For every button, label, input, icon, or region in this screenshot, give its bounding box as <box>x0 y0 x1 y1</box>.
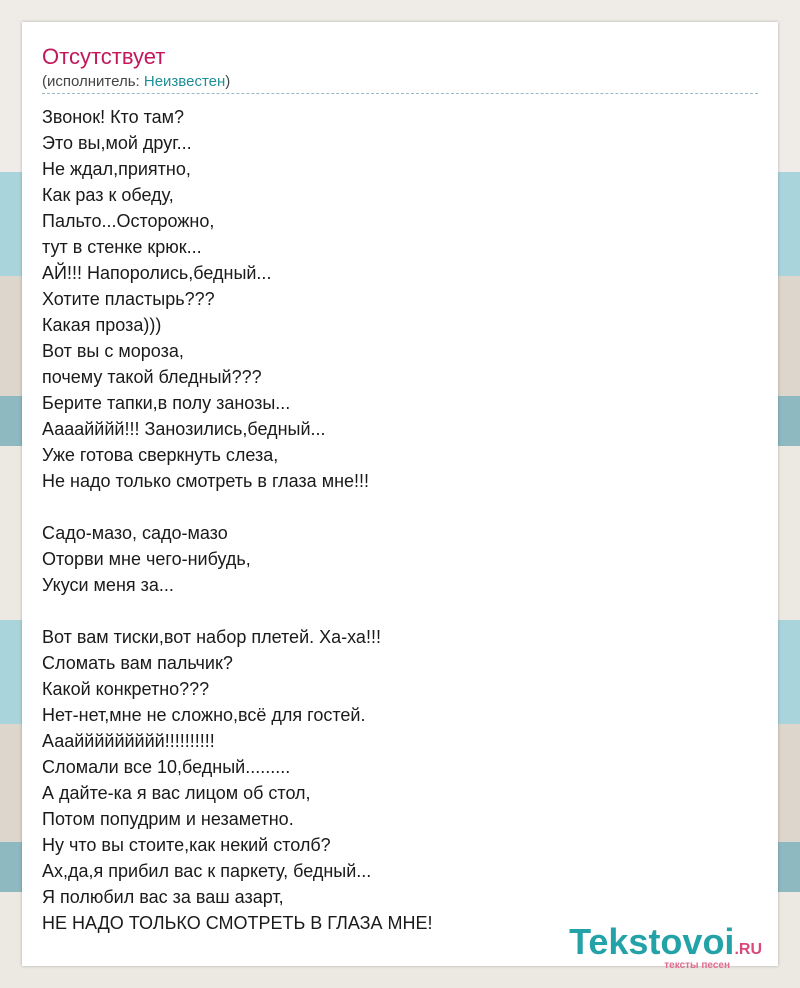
lyric-line: Хотите пластырь??? <box>42 289 215 309</box>
lyric-line: Как раз к обеду, <box>42 185 174 205</box>
artist-link[interactable]: Неизвестен <box>143 73 226 90</box>
lyric-line: АЙ!!! Напоролись,бедный... <box>42 263 272 283</box>
lyric-line: почему такой бледный??? <box>42 367 262 387</box>
lyric-line: Не ждал,приятно, <box>42 159 191 179</box>
lyric-line: Пальто...Осторожно, <box>42 211 215 231</box>
lyric-line <box>42 494 758 520</box>
artist-suffix: ) <box>225 73 231 90</box>
lyric-line: Аааайййй!!! Занозились,бедный... <box>42 419 326 439</box>
lyrics-text <box>42 104 758 936</box>
lyric-line: Не надо только смотреть в глаза мне!!! <box>42 471 370 491</box>
logo-tagline: тексты песен <box>664 960 730 971</box>
lyric-line: Это вы,мой друг... <box>42 133 192 153</box>
lyric-line: Вот вы с мороза, <box>42 341 184 361</box>
logo-tld: .RU <box>734 941 762 958</box>
lyric-line: Сломали все 10,бедный......... <box>42 757 291 777</box>
lyric-line: Садо-мазо, садо-мазо <box>42 523 228 543</box>
lyric-line: Ну что вы стоите,как некий столб? <box>42 835 331 855</box>
logo-name: Tekstovoi <box>569 921 735 962</box>
lyric-line: Вот вам тиски,вот набор плетей. Ха-ха!!! <box>42 627 381 647</box>
lyric-line: Аааййййййййй!!!!!!!!!! <box>42 731 215 751</box>
lyric-line: Звонок! Кто там? <box>42 107 185 127</box>
lyric-line: тут в стенке крюк... <box>42 237 202 257</box>
song-title: Отсутствует <box>42 44 166 69</box>
lyric-line: Какая проза))) <box>42 315 162 335</box>
lyric-line: Уже готова сверкнуть слеза, <box>42 445 279 465</box>
site-logo[interactable] <box>550 922 770 972</box>
lyric-line: Какой конкретно??? <box>42 679 210 699</box>
title-divider <box>42 93 758 94</box>
lyric-line <box>42 598 758 624</box>
lyric-line: НЕ НАДО ТОЛЬКО СМОТРЕТЬ В ГЛАЗА МНЕ! <box>42 913 433 933</box>
lyrics-card <box>22 22 778 971</box>
lyric-line: Сломать вам пальчик? <box>42 653 233 673</box>
lyric-line: Нет-нет,мне не сложно,всё для гостей. <box>42 705 366 725</box>
lyric-line: Я полюбил вас за ваш азарт, <box>42 887 284 907</box>
artist-line <box>42 73 230 91</box>
lyric-line: Потом попудрим и незаметно. <box>42 809 294 829</box>
artist-prefix: (исполнитель: <box>42 73 144 90</box>
lyric-line: Укуси меня за... <box>42 575 174 595</box>
lyric-line: Берите тапки,в полу занозы... <box>42 393 291 413</box>
lyric-line: А дайте-ка я вас лицом об стол, <box>42 783 311 803</box>
lyric-line: Оторви мне чего-нибудь, <box>42 549 251 569</box>
lyric-line: Ах,да,я прибил вас к паркету, бедный... <box>42 861 372 881</box>
